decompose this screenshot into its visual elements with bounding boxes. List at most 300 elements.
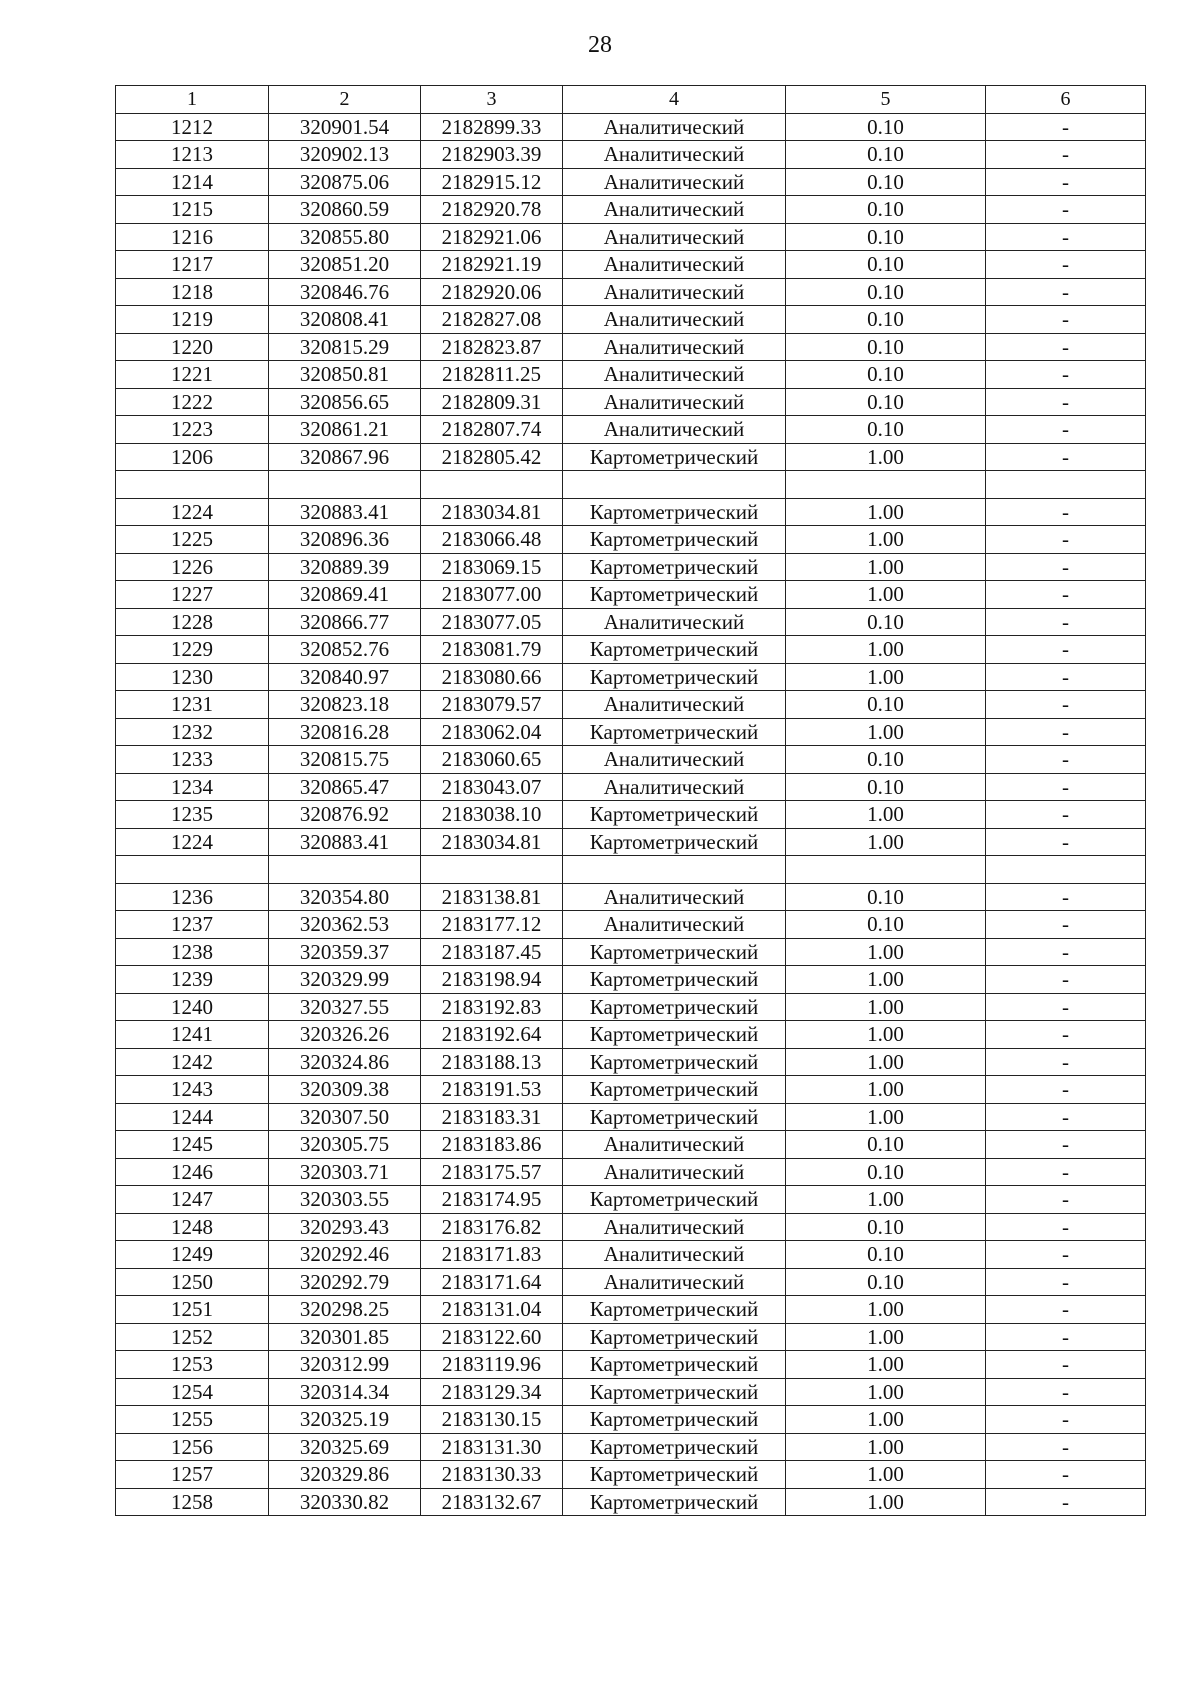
table-row — [116, 1076, 1146, 1104]
y-coordinate-cell: 2182899.33 — [421, 113, 563, 141]
point-number-cell: 1247 — [116, 1186, 269, 1214]
note-cell: - — [986, 828, 1146, 856]
method-cell: Картометрический — [563, 1186, 786, 1214]
point-number-cell: 1226 — [116, 553, 269, 581]
point-number-cell: 1214 — [116, 168, 269, 196]
table-row — [116, 608, 1146, 636]
table-row — [116, 1323, 1146, 1351]
method-cell: Аналитический — [563, 168, 786, 196]
accuracy-cell: 1.00 — [786, 1021, 986, 1049]
note-cell: - — [986, 636, 1146, 664]
y-coordinate-cell: 2183132.67 — [421, 1488, 563, 1516]
x-coordinate-cell: 320329.99 — [269, 966, 421, 994]
y-coordinate-cell: 2183131.04 — [421, 1296, 563, 1324]
table-row — [116, 663, 1146, 691]
note-cell: - — [986, 1186, 1146, 1214]
coordinates-table — [115, 85, 1146, 1516]
x-coordinate-cell: 320309.38 — [269, 1076, 421, 1104]
point-number-cell: 1206 — [116, 443, 269, 471]
point-number-cell: 1236 — [116, 883, 269, 911]
table-row — [116, 1296, 1146, 1324]
accuracy-cell: 1.00 — [786, 938, 986, 966]
accuracy-cell — [786, 471, 986, 499]
accuracy-cell: 0.10 — [786, 911, 986, 939]
y-coordinate-cell: 2182827.08 — [421, 306, 563, 334]
point-number-cell: 1252 — [116, 1323, 269, 1351]
y-coordinate-cell: 2183080.66 — [421, 663, 563, 691]
table-row — [116, 498, 1146, 526]
accuracy-cell: 0.10 — [786, 416, 986, 444]
accuracy-cell: 0.10 — [786, 306, 986, 334]
table-body — [116, 86, 1146, 1516]
point-number-cell: 1239 — [116, 966, 269, 994]
accuracy-cell: 0.10 — [786, 361, 986, 389]
note-cell: - — [986, 1103, 1146, 1131]
point-number-cell: 1234 — [116, 773, 269, 801]
method-cell: Аналитический — [563, 416, 786, 444]
table-row — [116, 828, 1146, 856]
x-coordinate-cell: 320869.41 — [269, 581, 421, 609]
y-coordinate-cell: 2182921.19 — [421, 251, 563, 279]
x-coordinate-cell: 320852.76 — [269, 636, 421, 664]
method-cell: Картометрический — [563, 718, 786, 746]
note-cell: - — [986, 498, 1146, 526]
y-coordinate-cell: 2183130.15 — [421, 1406, 563, 1434]
method-cell: Аналитический — [563, 141, 786, 169]
accuracy-cell: 0.10 — [786, 333, 986, 361]
method-cell: Аналитический — [563, 773, 786, 801]
method-cell: Картометрический — [563, 1076, 786, 1104]
x-coordinate-cell: 320846.76 — [269, 278, 421, 306]
accuracy-cell: 1.00 — [786, 663, 986, 691]
y-coordinate-cell: 2183131.30 — [421, 1433, 563, 1461]
table-row — [116, 1158, 1146, 1186]
table-row — [116, 251, 1146, 279]
method-cell: Картометрический — [563, 1433, 786, 1461]
accuracy-cell: 1.00 — [786, 1351, 986, 1379]
x-coordinate-cell: 320851.20 — [269, 251, 421, 279]
method-cell: Аналитический — [563, 278, 786, 306]
accuracy-cell: 1.00 — [786, 1048, 986, 1076]
y-coordinate-cell: 2183130.33 — [421, 1461, 563, 1489]
note-cell: - — [986, 966, 1146, 994]
x-coordinate-cell: 320329.86 — [269, 1461, 421, 1489]
y-coordinate-cell: 2183171.64 — [421, 1268, 563, 1296]
note-cell: - — [986, 526, 1146, 554]
table-row — [116, 938, 1146, 966]
x-coordinate-cell: 320314.34 — [269, 1378, 421, 1406]
note-cell: - — [986, 1076, 1146, 1104]
accuracy-cell: 0.10 — [786, 1268, 986, 1296]
method-cell: Картометрический — [563, 993, 786, 1021]
x-coordinate-cell: 320301.85 — [269, 1323, 421, 1351]
note-cell: - — [986, 306, 1146, 334]
x-coordinate-cell: 320808.41 — [269, 306, 421, 334]
accuracy-cell: 0.10 — [786, 223, 986, 251]
method-cell: Картометрический — [563, 1461, 786, 1489]
x-coordinate-cell: 320307.50 — [269, 1103, 421, 1131]
note-cell: - — [986, 1213, 1146, 1241]
note-cell: - — [986, 1131, 1146, 1159]
note-cell: - — [986, 691, 1146, 719]
table-row — [116, 691, 1146, 719]
table-row — [116, 196, 1146, 224]
note-cell: - — [986, 333, 1146, 361]
method-cell: Аналитический — [563, 251, 786, 279]
y-coordinate-cell: 2183187.45 — [421, 938, 563, 966]
accuracy-cell: 1.00 — [786, 581, 986, 609]
point-number-cell: 1254 — [116, 1378, 269, 1406]
note-cell: - — [986, 388, 1146, 416]
x-coordinate-cell: 320303.55 — [269, 1186, 421, 1214]
note-cell — [986, 856, 1146, 884]
accuracy-cell: 0.10 — [786, 1213, 986, 1241]
method-cell: Картометрический — [563, 636, 786, 664]
y-coordinate-cell: 2183175.57 — [421, 1158, 563, 1186]
method-cell: Аналитический — [563, 333, 786, 361]
table-row — [116, 1268, 1146, 1296]
table-row — [116, 333, 1146, 361]
point-number-cell: 1242 — [116, 1048, 269, 1076]
x-coordinate-cell: 320889.39 — [269, 553, 421, 581]
accuracy-cell: 0.10 — [786, 251, 986, 279]
accuracy-cell: 1.00 — [786, 443, 986, 471]
method-cell: Картометрический — [563, 1048, 786, 1076]
method-cell: Картометрический — [563, 801, 786, 829]
accuracy-cell: 1.00 — [786, 828, 986, 856]
table-row — [116, 361, 1146, 389]
table-row — [116, 443, 1146, 471]
note-cell: - — [986, 801, 1146, 829]
x-coordinate-cell: 320901.54 — [269, 113, 421, 141]
point-number-cell: 1258 — [116, 1488, 269, 1516]
point-number-cell: 1256 — [116, 1433, 269, 1461]
note-cell: - — [986, 251, 1146, 279]
accuracy-cell: 1.00 — [786, 1323, 986, 1351]
accuracy-cell: 1.00 — [786, 718, 986, 746]
method-cell: Картометрический — [563, 663, 786, 691]
y-coordinate-cell: 2183183.31 — [421, 1103, 563, 1131]
x-coordinate-cell: 320902.13 — [269, 141, 421, 169]
table-row — [116, 141, 1146, 169]
y-coordinate-cell: 2183038.10 — [421, 801, 563, 829]
accuracy-cell: 0.10 — [786, 168, 986, 196]
method-cell: Картометрический — [563, 1351, 786, 1379]
table-row — [116, 1351, 1146, 1379]
y-coordinate-cell: 2183062.04 — [421, 718, 563, 746]
table-row — [116, 388, 1146, 416]
method-cell: Аналитический — [563, 608, 786, 636]
accuracy-cell: 0.10 — [786, 196, 986, 224]
x-coordinate-cell: 320362.53 — [269, 911, 421, 939]
point-number-cell: 1257 — [116, 1461, 269, 1489]
table-row — [116, 278, 1146, 306]
table-row — [116, 113, 1146, 141]
y-coordinate-cell: 2183034.81 — [421, 828, 563, 856]
y-coordinate-cell: 2183060.65 — [421, 746, 563, 774]
x-coordinate-cell: 320850.81 — [269, 361, 421, 389]
note-cell: - — [986, 883, 1146, 911]
y-coordinate-cell: 2183129.34 — [421, 1378, 563, 1406]
x-coordinate-cell: 320312.99 — [269, 1351, 421, 1379]
note-cell: - — [986, 1241, 1146, 1269]
table-row — [116, 306, 1146, 334]
accuracy-cell: 0.10 — [786, 1158, 986, 1186]
accuracy-cell: 1.00 — [786, 1076, 986, 1104]
accuracy-cell: 1.00 — [786, 966, 986, 994]
method-cell: Аналитический — [563, 1241, 786, 1269]
table-row — [116, 883, 1146, 911]
accuracy-cell: 1.00 — [786, 498, 986, 526]
point-number-cell: 1240 — [116, 993, 269, 1021]
note-cell: - — [986, 1296, 1146, 1324]
accuracy-cell: 1.00 — [786, 1186, 986, 1214]
method-cell — [563, 471, 786, 499]
note-cell: - — [986, 911, 1146, 939]
method-cell: Аналитический — [563, 1158, 786, 1186]
point-number-cell: 1220 — [116, 333, 269, 361]
x-coordinate-cell: 320325.19 — [269, 1406, 421, 1434]
note-cell: - — [986, 141, 1146, 169]
accuracy-cell: 0.10 — [786, 746, 986, 774]
note-cell — [986, 471, 1146, 499]
accuracy-cell: 0.10 — [786, 278, 986, 306]
accuracy-cell: 1.00 — [786, 1488, 986, 1516]
accuracy-cell: 1.00 — [786, 1406, 986, 1434]
method-cell: Аналитический — [563, 746, 786, 774]
note-cell: - — [986, 196, 1146, 224]
method-cell: Картометрический — [563, 1488, 786, 1516]
table-row — [116, 993, 1146, 1021]
y-coordinate-cell: 2183188.13 — [421, 1048, 563, 1076]
y-coordinate-cell: 2183171.83 — [421, 1241, 563, 1269]
point-number-cell: 1245 — [116, 1131, 269, 1159]
y-coordinate-cell — [421, 471, 563, 499]
x-coordinate-cell: 320293.43 — [269, 1213, 421, 1241]
method-cell: Аналитический — [563, 196, 786, 224]
x-coordinate-cell: 320815.75 — [269, 746, 421, 774]
note-cell: - — [986, 608, 1146, 636]
point-number-cell: 1225 — [116, 526, 269, 554]
note-cell: - — [986, 1021, 1146, 1049]
header-cell: 3 — [421, 86, 563, 114]
point-number-cell: 1227 — [116, 581, 269, 609]
method-cell: Аналитический — [563, 911, 786, 939]
x-coordinate-cell: 320823.18 — [269, 691, 421, 719]
accuracy-cell: 0.10 — [786, 691, 986, 719]
method-cell: Аналитический — [563, 1268, 786, 1296]
point-number-cell: 1253 — [116, 1351, 269, 1379]
point-number-cell: 1238 — [116, 938, 269, 966]
accuracy-cell: 1.00 — [786, 1433, 986, 1461]
x-coordinate-cell: 320883.41 — [269, 498, 421, 526]
method-cell: Аналитический — [563, 306, 786, 334]
x-coordinate-cell: 320327.55 — [269, 993, 421, 1021]
method-cell: Картометрический — [563, 553, 786, 581]
method-cell: Картометрический — [563, 498, 786, 526]
accuracy-cell: 1.00 — [786, 1461, 986, 1489]
table-row — [116, 1213, 1146, 1241]
point-number-cell: 1249 — [116, 1241, 269, 1269]
x-coordinate-cell: 320876.92 — [269, 801, 421, 829]
x-coordinate-cell: 320840.97 — [269, 663, 421, 691]
y-coordinate-cell: 2183138.81 — [421, 883, 563, 911]
y-coordinate-cell: 2183034.81 — [421, 498, 563, 526]
accuracy-cell: 1.00 — [786, 526, 986, 554]
y-coordinate-cell: 2183176.82 — [421, 1213, 563, 1241]
point-number-cell: 1243 — [116, 1076, 269, 1104]
x-coordinate-cell: 320866.77 — [269, 608, 421, 636]
x-coordinate-cell: 320867.96 — [269, 443, 421, 471]
method-cell: Аналитический — [563, 361, 786, 389]
note-cell: - — [986, 1048, 1146, 1076]
table-row — [116, 526, 1146, 554]
table-row — [116, 718, 1146, 746]
table-row — [116, 1433, 1146, 1461]
point-number-cell: 1246 — [116, 1158, 269, 1186]
note-cell: - — [986, 1158, 1146, 1186]
note-cell: - — [986, 113, 1146, 141]
method-cell: Картометрический — [563, 1296, 786, 1324]
point-number-cell: 1241 — [116, 1021, 269, 1049]
method-cell: Картометрический — [563, 966, 786, 994]
note-cell: - — [986, 1268, 1146, 1296]
header-cell: 2 — [269, 86, 421, 114]
point-number-cell: 1222 — [116, 388, 269, 416]
point-number-cell: 1250 — [116, 1268, 269, 1296]
header-cell: 1 — [116, 86, 269, 114]
y-coordinate-cell: 2182823.87 — [421, 333, 563, 361]
table-row — [116, 1241, 1146, 1269]
point-number-cell: 1237 — [116, 911, 269, 939]
accuracy-cell: 1.00 — [786, 636, 986, 664]
y-coordinate-cell: 2183079.57 — [421, 691, 563, 719]
x-coordinate-cell: 320325.69 — [269, 1433, 421, 1461]
method-cell — [563, 856, 786, 884]
y-coordinate-cell: 2183069.15 — [421, 553, 563, 581]
y-coordinate-cell: 2182920.78 — [421, 196, 563, 224]
method-cell: Аналитический — [563, 1213, 786, 1241]
note-cell: - — [986, 168, 1146, 196]
note-cell: - — [986, 1351, 1146, 1379]
x-coordinate-cell: 320855.80 — [269, 223, 421, 251]
y-coordinate-cell: 2183183.86 — [421, 1131, 563, 1159]
point-number-cell: 1224 — [116, 498, 269, 526]
header-cell: 5 — [786, 86, 986, 114]
note-cell: - — [986, 773, 1146, 801]
x-coordinate-cell: 320303.71 — [269, 1158, 421, 1186]
accuracy-cell: 0.10 — [786, 388, 986, 416]
y-coordinate-cell: 2183081.79 — [421, 636, 563, 664]
note-cell: - — [986, 361, 1146, 389]
x-coordinate-cell: 320896.36 — [269, 526, 421, 554]
note-cell: - — [986, 993, 1146, 1021]
y-coordinate-cell: 2182920.06 — [421, 278, 563, 306]
y-coordinate-cell: 2183066.48 — [421, 526, 563, 554]
point-number-cell: 1251 — [116, 1296, 269, 1324]
point-number-cell — [116, 856, 269, 884]
note-cell: - — [986, 1378, 1146, 1406]
note-cell: - — [986, 223, 1146, 251]
point-number-cell: 1230 — [116, 663, 269, 691]
table-row — [116, 966, 1146, 994]
table-row — [116, 1186, 1146, 1214]
accuracy-cell: 1.00 — [786, 553, 986, 581]
method-cell: Картометрический — [563, 581, 786, 609]
point-number-cell: 1231 — [116, 691, 269, 719]
x-coordinate-cell — [269, 471, 421, 499]
point-number-cell: 1217 — [116, 251, 269, 279]
page-number: 28 — [588, 32, 612, 58]
y-coordinate-cell: 2182915.12 — [421, 168, 563, 196]
accuracy-cell: 1.00 — [786, 1378, 986, 1406]
point-number-cell: 1213 — [116, 141, 269, 169]
y-coordinate-cell: 2183043.07 — [421, 773, 563, 801]
x-coordinate-cell: 320330.82 — [269, 1488, 421, 1516]
method-cell: Картометрический — [563, 1378, 786, 1406]
y-coordinate-cell: 2182811.25 — [421, 361, 563, 389]
accuracy-cell: 1.00 — [786, 801, 986, 829]
x-coordinate-cell: 320324.86 — [269, 1048, 421, 1076]
method-cell: Картометрический — [563, 1406, 786, 1434]
y-coordinate-cell: 2183122.60 — [421, 1323, 563, 1351]
y-coordinate-cell: 2182805.42 — [421, 443, 563, 471]
table-row — [116, 471, 1146, 499]
y-coordinate-cell: 2182807.74 — [421, 416, 563, 444]
table-header-row — [116, 86, 1146, 114]
point-number-cell: 1244 — [116, 1103, 269, 1131]
note-cell: - — [986, 1433, 1146, 1461]
point-number-cell: 1216 — [116, 223, 269, 251]
method-cell: Картометрический — [563, 526, 786, 554]
note-cell: - — [986, 1406, 1146, 1434]
y-coordinate-cell: 2183198.94 — [421, 966, 563, 994]
point-number-cell: 1221 — [116, 361, 269, 389]
x-coordinate-cell — [269, 856, 421, 884]
table-row — [116, 223, 1146, 251]
y-coordinate-cell: 2182921.06 — [421, 223, 563, 251]
accuracy-cell: 0.10 — [786, 1131, 986, 1159]
y-coordinate-cell: 2183191.53 — [421, 1076, 563, 1104]
note-cell: - — [986, 718, 1146, 746]
method-cell: Картометрический — [563, 1103, 786, 1131]
y-coordinate-cell: 2182903.39 — [421, 141, 563, 169]
y-coordinate-cell: 2182809.31 — [421, 388, 563, 416]
x-coordinate-cell: 320860.59 — [269, 196, 421, 224]
x-coordinate-cell: 320326.26 — [269, 1021, 421, 1049]
x-coordinate-cell: 320856.65 — [269, 388, 421, 416]
table-row — [116, 773, 1146, 801]
point-number-cell: 1219 — [116, 306, 269, 334]
note-cell: - — [986, 1488, 1146, 1516]
header-cell: 6 — [986, 86, 1146, 114]
x-coordinate-cell: 320861.21 — [269, 416, 421, 444]
accuracy-cell: 0.10 — [786, 141, 986, 169]
method-cell: Картометрический — [563, 443, 786, 471]
accuracy-cell: 0.10 — [786, 883, 986, 911]
note-cell: - — [986, 443, 1146, 471]
accuracy-cell: 1.00 — [786, 993, 986, 1021]
y-coordinate-cell: 2183077.05 — [421, 608, 563, 636]
point-number-cell: 1228 — [116, 608, 269, 636]
point-number-cell: 1218 — [116, 278, 269, 306]
accuracy-cell: 1.00 — [786, 1296, 986, 1324]
accuracy-cell: 1.00 — [786, 1103, 986, 1131]
point-number-cell: 1229 — [116, 636, 269, 664]
point-number-cell — [116, 471, 269, 499]
accuracy-cell: 0.10 — [786, 113, 986, 141]
x-coordinate-cell: 320298.25 — [269, 1296, 421, 1324]
